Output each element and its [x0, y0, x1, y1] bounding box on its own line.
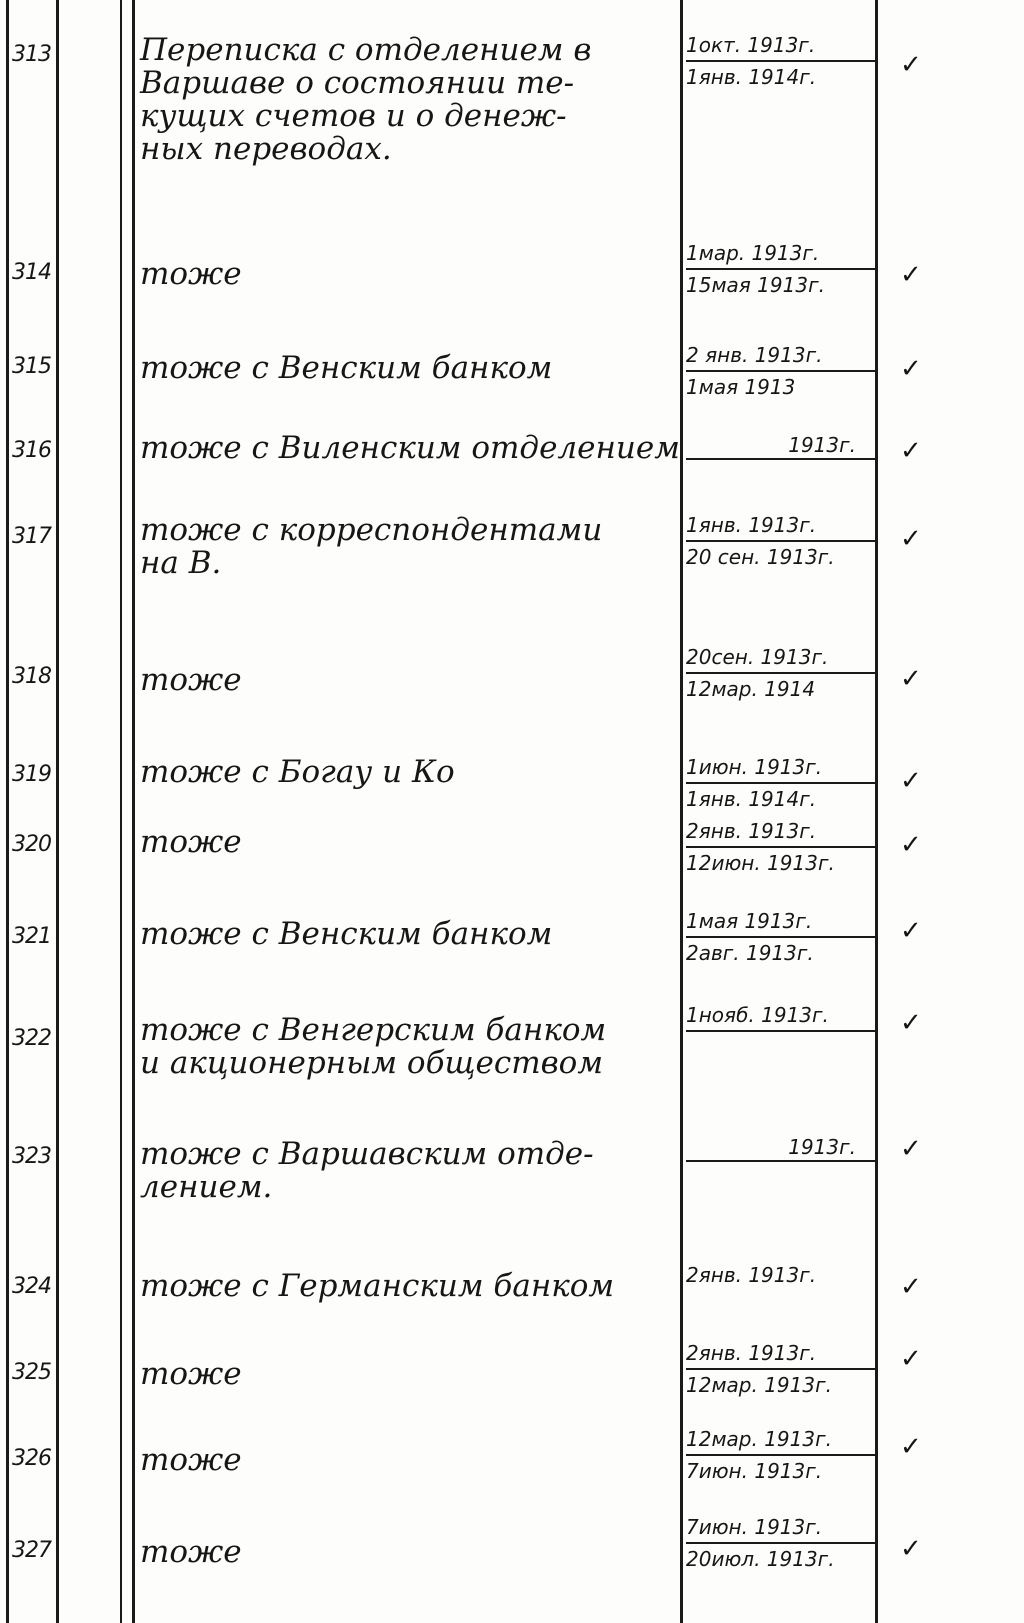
check-mark: ✓ — [900, 1134, 922, 1164]
date-from: 1нояб. 1913г. — [686, 1000, 878, 1032]
date-to: 15мая 1913г. — [686, 273, 825, 297]
entry-dates — [686, 1132, 878, 1162]
entry-dates — [686, 238, 878, 300]
check-mark: ✓ — [900, 830, 922, 860]
check-mark: ✓ — [900, 50, 922, 80]
entry-number: 315 — [12, 354, 51, 379]
date-to: 1мая 1913 — [686, 375, 796, 399]
date-from: 12мар. 1913г. — [686, 1424, 878, 1456]
check-mark: ✓ — [900, 766, 922, 796]
margin-rule-outer — [6, 0, 9, 1623]
entry-title: тоже с Варшавским отде- лением. — [140, 1136, 594, 1205]
entry-number: 320 — [12, 832, 51, 857]
entry-number: 313 — [12, 42, 51, 67]
entry-number: 317 — [12, 524, 51, 549]
entry-title: Переписка с отделением в Варшаве о состоянии те- кущих счетов и о денеж- ных переводах. — [140, 32, 592, 167]
date-from: 7июн. 1913г. — [686, 1512, 878, 1544]
entry-title: тоже с Венским банком — [140, 350, 553, 386]
entry-dates — [686, 1260, 878, 1290]
entry-number: 323 — [12, 1144, 51, 1169]
check-mark: ✓ — [900, 664, 922, 694]
entry-dates — [686, 642, 878, 704]
entry-number: 314 — [12, 260, 51, 285]
date-from: 1янв. 1913г. — [686, 510, 878, 542]
date-from: 2янв. 1913г. — [686, 1263, 817, 1287]
date-to: 12июн. 1913г. — [686, 851, 835, 875]
entry-number: 324 — [12, 1274, 51, 1299]
entry-number: 327 — [12, 1538, 51, 1563]
entry-title: тоже с Виленским отделением — [140, 430, 680, 466]
entry-dates — [686, 752, 878, 814]
entry-title: тоже с Богау и Ко — [140, 754, 455, 790]
entry-dates — [686, 340, 878, 402]
date-to: 12мар. 1914 — [686, 677, 816, 701]
entry-dates — [686, 510, 878, 572]
date-to: 12мар. 1913г. — [686, 1373, 832, 1397]
entry-number: 318 — [12, 664, 51, 689]
entry-title: тоже — [140, 824, 242, 860]
date-from: 20сен. 1913г. — [686, 642, 878, 674]
entry-number: 326 — [12, 1446, 51, 1471]
date-from: 1окт. 1913г. — [686, 30, 878, 62]
entry-title: тоже — [140, 256, 242, 292]
entry-dates — [686, 1338, 878, 1400]
date-from: 2 янв. 1913г. — [686, 340, 878, 372]
entry-title: тоже с Германским банком — [140, 1268, 615, 1304]
check-mark: ✓ — [900, 1272, 922, 1302]
title-column-rule-left — [120, 0, 122, 1623]
entry-title: тоже с Венгерским банком и акционерным обществом — [140, 1012, 607, 1081]
entry-dates — [686, 816, 878, 878]
entry-title: тоже — [140, 1356, 242, 1392]
entry-title: тоже — [140, 1442, 242, 1478]
entry-title: тоже — [140, 662, 242, 698]
check-mark: ✓ — [900, 1534, 922, 1564]
date-range: 1913г. — [686, 1132, 878, 1162]
entry-dates — [686, 1512, 878, 1574]
date-to: 7июн. 1913г. — [686, 1459, 823, 1483]
title-column-rule-right — [132, 0, 135, 1623]
date-from: 1июн. 1913г. — [686, 752, 878, 784]
number-column-rule — [56, 0, 59, 1623]
entry-dates — [686, 1424, 878, 1486]
entry-dates — [686, 1000, 878, 1032]
entry-number: 316 — [12, 438, 51, 463]
entry-number: 321 — [12, 924, 51, 949]
entry-number: 319 — [12, 762, 51, 787]
entry-dates — [686, 430, 878, 460]
date-from: 2янв. 1913г. — [686, 1338, 878, 1370]
date-to: 2авг. 1913г. — [686, 941, 814, 965]
check-mark: ✓ — [900, 524, 922, 554]
entry-title: тоже с корреспондентами на В. — [140, 512, 603, 581]
entry-title: тоже с Венским банком — [140, 916, 553, 952]
check-mark: ✓ — [900, 436, 922, 466]
check-mark: ✓ — [900, 354, 922, 384]
check-mark: ✓ — [900, 1432, 922, 1462]
entry-title: тоже — [140, 1534, 242, 1570]
entry-number: 322 — [12, 1026, 51, 1051]
date-range: 1913г. — [686, 430, 878, 460]
date-from: 2янв. 1913г. — [686, 816, 878, 848]
date-to: 1янв. 1914г. — [686, 787, 817, 811]
date-to: 20 сен. 1913г. — [686, 545, 835, 569]
date-column-rule-left — [680, 0, 683, 1623]
entry-number: 325 — [12, 1360, 51, 1385]
date-from: 1мар. 1913г. — [686, 238, 878, 270]
date-to: 1янв. 1914г. — [686, 65, 817, 89]
date-from: 1мая 1913г. — [686, 906, 878, 938]
check-mark: ✓ — [900, 916, 922, 946]
date-to: 20июл. 1913г. — [686, 1547, 835, 1571]
check-mark: ✓ — [900, 260, 922, 290]
check-mark: ✓ — [900, 1008, 922, 1038]
entry-dates — [686, 30, 878, 92]
entry-dates — [686, 906, 878, 968]
check-mark: ✓ — [900, 1344, 922, 1374]
